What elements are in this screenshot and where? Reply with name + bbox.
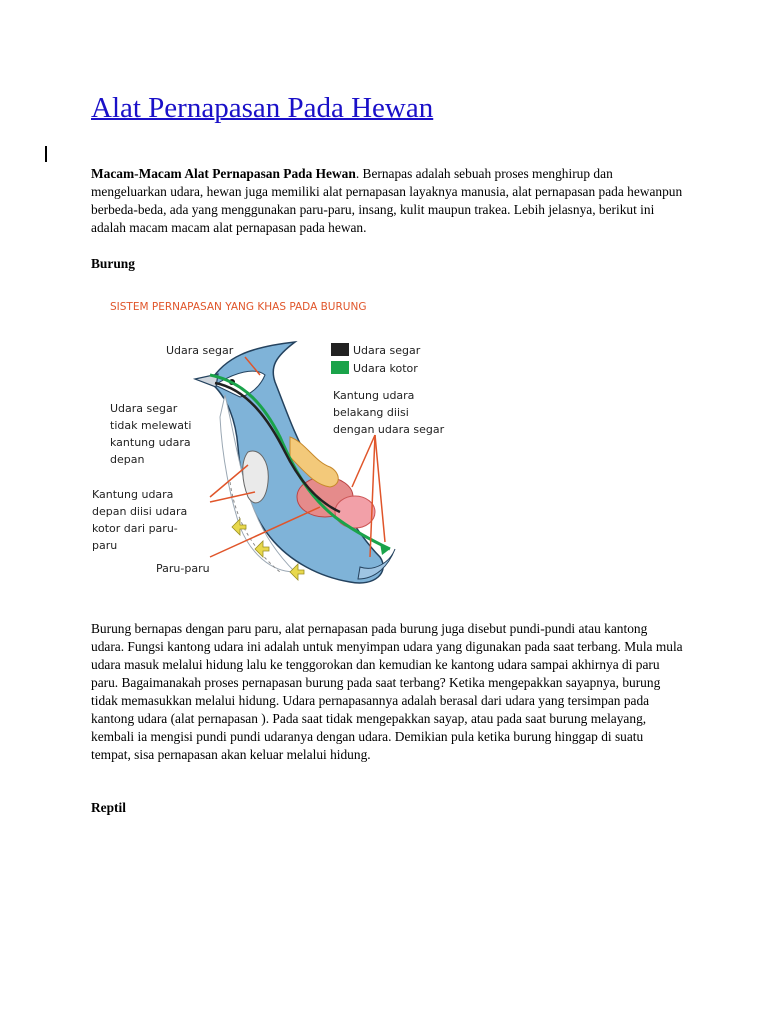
svg-text:Kantung udara: Kantung udara: [333, 389, 415, 402]
legend-swatch-segar: [331, 343, 349, 356]
intro-text: . Bernapas adalah sebuah proses menghirup dan mengeluarkan udara, hewan juga memiliki alat pernapasan layaknya manusia, alat pernapasan pada hewanpun berbeda-beda, ada yang menggunakan paru-paru, insang, kulit maupun trakea. Lebih jelasnya, berikut ini adalah macam macam alat pernapasan pada hewan.: [91, 166, 683, 235]
svg-text:depan: depan: [110, 453, 145, 466]
legend-swatch-kotor: [331, 361, 349, 374]
label-kantung-udara-depan: [92, 488, 187, 552]
figure-caption: SISTEM PERNAPASAN YANG KHAS PADA BURUNG: [110, 301, 367, 313]
intro-lead: Macam-Macam Alat Pernapasan Pada Hewan: [91, 166, 356, 181]
section-heading-burung: Burung: [91, 256, 135, 271]
bird-illustration: [195, 342, 395, 583]
page-title-link[interactable]: Alat Pernapasan Pada Hewan: [91, 92, 434, 124]
svg-text:Udara segar: Udara segar: [110, 402, 178, 415]
bird-respiration-diagram: [90, 287, 462, 593]
label-kantung-udara-belakang: [333, 389, 445, 436]
svg-text:depan diisi udara: depan diisi udara: [92, 505, 188, 518]
svg-text:Kantung udara: Kantung udara: [92, 488, 174, 501]
section-heading-reptil: Reptil: [91, 800, 126, 815]
svg-text:tidak melewati: tidak melewati: [110, 419, 192, 432]
legend-label-segar: Udara segar: [353, 344, 421, 357]
svg-text:belakang diisi: belakang diisi: [333, 406, 409, 419]
svg-text:paru: paru: [92, 539, 118, 552]
legend-label-kotor: Udara kotor: [353, 362, 418, 375]
svg-text:kotor dari paru-: kotor dari paru-: [92, 522, 178, 535]
label-paru-paru: Paru-paru: [156, 562, 210, 575]
figure-legend: [331, 343, 421, 375]
intro-paragraph: [91, 165, 683, 237]
svg-text:dengan udara segar: dengan udara segar: [333, 423, 445, 436]
text-cursor: [45, 146, 47, 162]
burung-paragraph: Burung bernapas dengan paru paru, alat pernapasan pada burung juga disebut pundi-pundi atau kantong udara. Fungsi kantong udara ini adalah untuk menyimpan udara yang digunakan pada saat terbang. Mula mula udara masuk melalui hidung lalu ke tenggorokan dan kemudian ke kantong udara sampai akhirnya di paru paru. Bagaimanakah proses pernapasan burung pada saat terbang? Ketika mengepakkan sayapnya, burung tidak memasukkan melalui hidung. Udara pernapasannya adalah berasal dari udara yang tersimpan pada kantong udara (alat pernapasan ). Pada saat tidak mengepakkan sayap, atau pada saat burung melayang, kembali ia mengisi pundi pundi udaranya dengan udara. Demikian pula ketika burung hinggap di suatu tempat, sisa pernapasan akan keluar melalui hidung.: [91, 621, 683, 762]
label-udara-segar-tidak-melewati: [110, 402, 191, 466]
svg-text:kantung udara: kantung udara: [110, 436, 191, 449]
label-udara-segar: Udara segar: [166, 344, 234, 357]
